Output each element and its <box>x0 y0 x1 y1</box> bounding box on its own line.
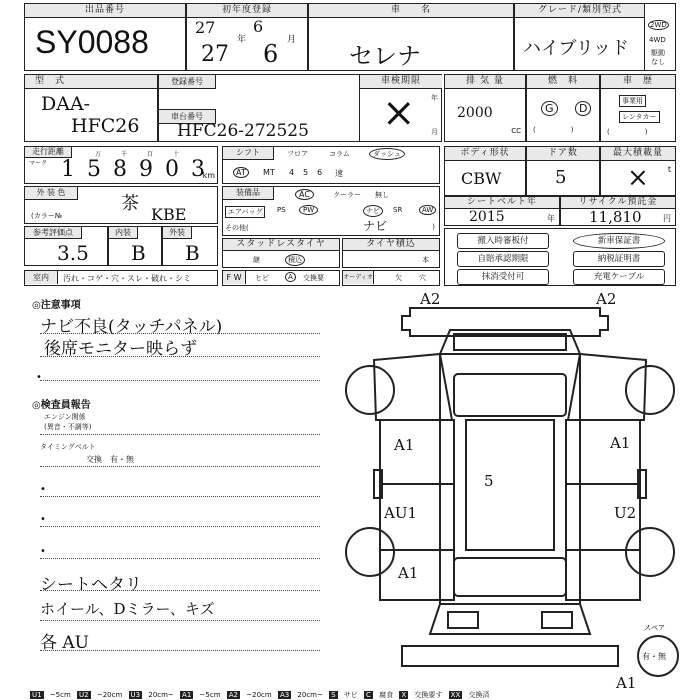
legend-u2: U2 <box>79 691 89 699</box>
mileage-digit-1: 1 <box>61 157 75 182</box>
inspector-line-2: ホイール、Dミラー、キズ <box>40 600 215 618</box>
shift-6: 6 <box>317 168 323 177</box>
mileage-digit-6: 3 <box>191 157 205 182</box>
reg-year-small: 27 <box>195 18 216 37</box>
interior-score-label: 内装 <box>109 227 138 239</box>
recycle-value: 11,810 <box>589 208 642 226</box>
color-box <box>24 186 218 224</box>
legend-u3-size: 20cm~ <box>148 691 174 699</box>
equipment-label: 装備品 <box>223 187 274 200</box>
mark-front-right: A2 <box>596 290 617 308</box>
first-registration-label: 初年度登録 <box>187 4 307 18</box>
notes-title: ◎注意事項 <box>32 300 81 311</box>
lot-number-label: 出品番号 <box>25 4 185 18</box>
equip-cooler: クーラー <box>333 191 361 199</box>
model-code-1: DAA- <box>41 93 91 115</box>
fuel-paren: ( ) <box>533 126 574 134</box>
score-box <box>24 226 108 266</box>
car-diagram <box>340 290 690 690</box>
inspection-label: 車検期限 <box>360 75 442 89</box>
capacity-box <box>600 146 676 196</box>
drive-type-column <box>644 4 675 70</box>
left-front-door <box>380 420 454 484</box>
grade-box <box>514 3 676 71</box>
shift-unit: 速 <box>335 169 343 178</box>
fw-box <box>222 270 340 286</box>
seatbelt-unit: 年 <box>547 214 555 223</box>
doors-label: ドア数 <box>527 147 599 161</box>
reg-month-small: 6 <box>253 17 264 36</box>
inspector-line-1: シートヘタリ <box>40 575 142 595</box>
engine-sub: (異音・不調等) <box>44 423 92 431</box>
displacement-label: 排 気 量 <box>445 75 525 89</box>
notes-line-2: 後席モニター映らず <box>44 339 197 359</box>
equip-other-value: ナビ <box>363 219 388 233</box>
drive-2wd: 2WD <box>650 21 667 29</box>
equip-ps: PS <box>277 206 286 214</box>
displacement-box <box>444 74 526 142</box>
rear-lamp-right <box>542 612 572 628</box>
tire-rear-left <box>346 528 394 576</box>
equip-pw: PW <box>299 205 318 215</box>
studless-label: スタッドレスタイヤ <box>223 239 339 251</box>
shift-mt: MT <box>263 168 275 177</box>
legend-c: C <box>366 691 371 699</box>
color-code: KBE <box>151 205 187 224</box>
legend-u3: U3 <box>130 691 141 699</box>
capacity-label: 最大積載量 <box>601 147 675 161</box>
studless-attached: 継 <box>253 256 260 264</box>
legend-a2-size: ~20cm <box>246 691 272 699</box>
inspector-divider-4 <box>40 526 320 527</box>
interior-score: B <box>131 241 146 265</box>
history-business: 事業用 <box>619 95 646 107</box>
chassis-label: 車台番号 <box>159 109 216 124</box>
roof <box>440 354 580 604</box>
inspector-divider-2 <box>40 466 320 467</box>
drive-4wd: 4WD <box>649 36 666 44</box>
capacity-value: × <box>627 163 649 193</box>
reg-year: 27 <box>201 42 229 67</box>
notes-divider-3 <box>40 380 320 381</box>
color-code-label: (カラー№ <box>31 212 63 220</box>
legend-a2: A2 <box>228 691 239 699</box>
exterior-score: B <box>185 241 200 265</box>
mark-front-left: A2 <box>420 290 441 308</box>
body-label: ボディ形状 <box>445 147 525 161</box>
equip-none: 無し <box>375 191 389 199</box>
inspector-divider-8 <box>40 650 320 651</box>
shift-column: コラム <box>329 150 350 158</box>
history-paren: ( ) <box>607 128 648 136</box>
interior-condition-label: 室内 <box>25 271 58 284</box>
legend-s-desc: サビ <box>343 691 358 699</box>
registration-number-label: 登録番号 <box>159 75 216 89</box>
recycle-label: リサイクル預託金 <box>561 197 675 209</box>
notes-divider-2 <box>40 356 320 357</box>
reg-year-unit: 年 <box>237 35 247 45</box>
mileage-digit-4: 9 <box>139 157 153 182</box>
history-rental: レンタカー <box>619 111 660 123</box>
score: 3.5 <box>57 241 89 265</box>
grade: ハイブリッド <box>523 38 630 59</box>
first-registration-box <box>186 3 308 71</box>
fuel-label: 燃 料 <box>527 75 599 89</box>
mark-roof: 5 <box>484 472 494 490</box>
legend-a3: A3 <box>279 691 290 699</box>
notes-bullet: • <box>36 372 42 383</box>
legend-xx: XX <box>450 691 461 699</box>
digit-unit-man: 万 <box>95 151 102 158</box>
equip-other-close: ) <box>432 223 435 231</box>
mark-right-mid: U2 <box>614 504 637 522</box>
studless-box <box>222 238 340 268</box>
doc-warranty: 新車保証書 <box>573 233 665 249</box>
digit-unit-sen: 千 <box>121 151 128 158</box>
inspector-divider-7 <box>40 620 320 621</box>
tire-unit: 本 <box>422 256 429 264</box>
mileage-digit-5: 0 <box>165 157 179 182</box>
tire-front-left <box>346 366 394 414</box>
inspection-column <box>359 75 442 141</box>
inspector-divider-3 <box>40 496 320 497</box>
bullet-b: • <box>40 514 46 525</box>
rear-hatch <box>430 604 590 634</box>
equip-airbag: エアバッグ <box>225 206 265 218</box>
spare-label: スペア <box>644 624 665 632</box>
tire-label: タイヤ積込 <box>343 239 439 251</box>
lot-number-box <box>24 3 186 71</box>
mark-left-mid: AU1 <box>384 504 418 522</box>
bullet-a: • <box>40 484 46 495</box>
fw-label: F W <box>223 271 246 284</box>
displacement: 2000 <box>457 105 493 121</box>
digit-unit-hyaku: 百 <box>147 151 154 158</box>
capacity-unit: t <box>667 165 671 174</box>
model-box <box>24 74 158 142</box>
shift-floor: フロア <box>287 150 308 158</box>
doc-liability: 自賠承認期限 <box>457 251 549 267</box>
spare-value: 有・無 <box>642 652 666 661</box>
reg-month: 6 <box>263 40 279 68</box>
notes-line-1: ナビ不良(タッチパネル) <box>40 317 223 337</box>
recycle-unit: 円 <box>663 214 671 223</box>
mileage-unit: km <box>202 171 215 180</box>
equip-ac: AC <box>295 189 314 200</box>
inspection-year-unit: 年 <box>431 94 438 102</box>
digit-unit-juu: 十 <box>173 151 180 158</box>
audio-label: オーディオ <box>343 271 374 284</box>
fw-replace: 交換要 <box>303 274 324 282</box>
history-box <box>600 74 676 142</box>
model-label: 型 式 <box>25 75 157 89</box>
legend-xx-desc: 交換済 <box>468 691 490 699</box>
doc-cable: 充電ケーブル <box>573 269 665 285</box>
doors-box <box>526 146 600 196</box>
inspector-line-3: 各 AU <box>40 633 90 653</box>
damage-legend <box>30 690 670 700</box>
legend-a1-size: ~5cm <box>199 691 221 699</box>
rear-bumper <box>402 646 618 666</box>
doc-tax: 納税証明書 <box>573 251 665 267</box>
legend-s: S <box>331 691 336 699</box>
inspector-divider-5 <box>40 558 320 559</box>
fw-a: A <box>285 272 296 282</box>
model-code-2: HFC26 <box>71 115 140 137</box>
drive-none-2: なし <box>651 58 665 66</box>
seatbelt-box <box>444 196 560 226</box>
lot-number: SY0088 <box>35 24 149 60</box>
shift-5: 5 <box>303 168 309 177</box>
roof-inner <box>466 420 554 550</box>
shift-label: シフト <box>223 147 274 160</box>
fuel-box <box>526 74 600 142</box>
legend-u2-size: ~20cm <box>96 691 123 699</box>
shift-box <box>222 146 440 184</box>
documents-box <box>444 228 676 286</box>
body-box <box>444 146 526 196</box>
car-name-label: 車 名 <box>309 4 513 18</box>
right-front-door <box>566 420 640 484</box>
equip-navi: ナビ <box>363 205 383 217</box>
inspector-divider-1 <box>40 434 320 435</box>
registration-box <box>158 74 442 142</box>
timing-options: 交換 有・無 <box>86 455 134 464</box>
legend-x: X <box>401 691 407 699</box>
fuel-gasoline: G <box>541 101 558 116</box>
car-name: セレナ <box>349 42 421 70</box>
mark-left-front: A1 <box>394 436 415 454</box>
shift-dash: ダッシュ <box>369 148 405 160</box>
color-value: 茶 <box>121 193 139 214</box>
mark-left-rear: A1 <box>398 564 419 582</box>
body-value: CBW <box>461 169 502 188</box>
car-name-box <box>308 3 514 71</box>
bullet-c: • <box>40 546 46 557</box>
inspection-value: × <box>382 90 416 136</box>
mileage-digit-2: 5 <box>87 157 101 182</box>
right-quarter <box>566 550 640 600</box>
interior-condition: 汚れ・コゲ・穴・スレ・破れ・シミ <box>63 274 191 283</box>
shift-at: AT <box>233 167 249 178</box>
exterior-score-label: 外装 <box>163 227 192 239</box>
meter-label: マーク <box>29 160 48 167</box>
exterior-score-box <box>162 226 218 266</box>
legend-a1: A1 <box>182 691 192 699</box>
inspector-title: ◎検査員報告 <box>32 400 91 411</box>
score-label: 参考評価点 <box>25 227 82 239</box>
mark-right-front: A1 <box>610 434 631 452</box>
legend-u1: U1 <box>32 691 42 699</box>
rear-window <box>454 558 566 596</box>
windshield <box>454 374 566 416</box>
equip-sr: SR <box>393 206 403 214</box>
legend-u1-size: ~5cm <box>49 691 71 699</box>
front-bumper <box>402 308 608 336</box>
legend-a3-size: 20cm~ <box>297 691 323 699</box>
color-label: 外 装 色 <box>25 187 78 200</box>
seatbelt-year: 2015 <box>469 209 505 225</box>
rear-lamp-left <box>448 612 478 628</box>
doc-plate: 搬入時審板付 <box>457 233 549 249</box>
timing-label: タイミングベルト <box>40 443 96 451</box>
interior-score-box <box>108 226 162 266</box>
fw-crack: ヒビ <box>255 274 269 282</box>
shift-4: 4 <box>289 168 295 177</box>
equipment-box <box>222 186 440 236</box>
audio-box <box>342 270 440 286</box>
reg-month-unit: 月 <box>287 35 297 45</box>
mileage-digit-3: 8 <box>113 157 127 182</box>
legend-x-desc: 交換要す <box>414 691 443 699</box>
mileage-label: 走行距離 <box>25 147 72 158</box>
chassis-number: HFC26-272525 <box>177 121 309 141</box>
history-label: 車 歴 <box>601 75 675 89</box>
equip-aw: AW <box>419 205 436 215</box>
cc-unit: CC <box>511 127 521 135</box>
interior-condition-box <box>24 270 218 286</box>
audio-hole: 穴 <box>419 274 426 282</box>
seatbelt-label: シートベルト年 <box>445 197 559 209</box>
doc-cancel: 抹消受付可 <box>457 269 549 285</box>
fuel-diesel: D <box>575 101 591 116</box>
engine-label: エンジン関係 <box>44 413 86 421</box>
grade-label: グレード/類別型式 <box>515 4 645 18</box>
tire-rear-right <box>626 528 674 576</box>
equip-other-label: その他( <box>225 224 249 232</box>
tire-box <box>342 238 440 268</box>
drive-none-1: 駆動 <box>651 49 665 57</box>
studless-loaded: 積込 <box>285 254 305 266</box>
doors-value: 5 <box>555 167 567 188</box>
tire-front-right <box>626 366 674 414</box>
recycle-box <box>560 196 676 226</box>
mark-rear-right: A1 <box>616 674 637 690</box>
mileage-box <box>24 146 218 184</box>
legend-c-desc: 腐食 <box>379 691 394 699</box>
inspector-divider-6 <box>40 590 320 591</box>
audio-missing: 欠 <box>395 274 402 282</box>
inspection-month-unit: 月 <box>431 128 438 136</box>
